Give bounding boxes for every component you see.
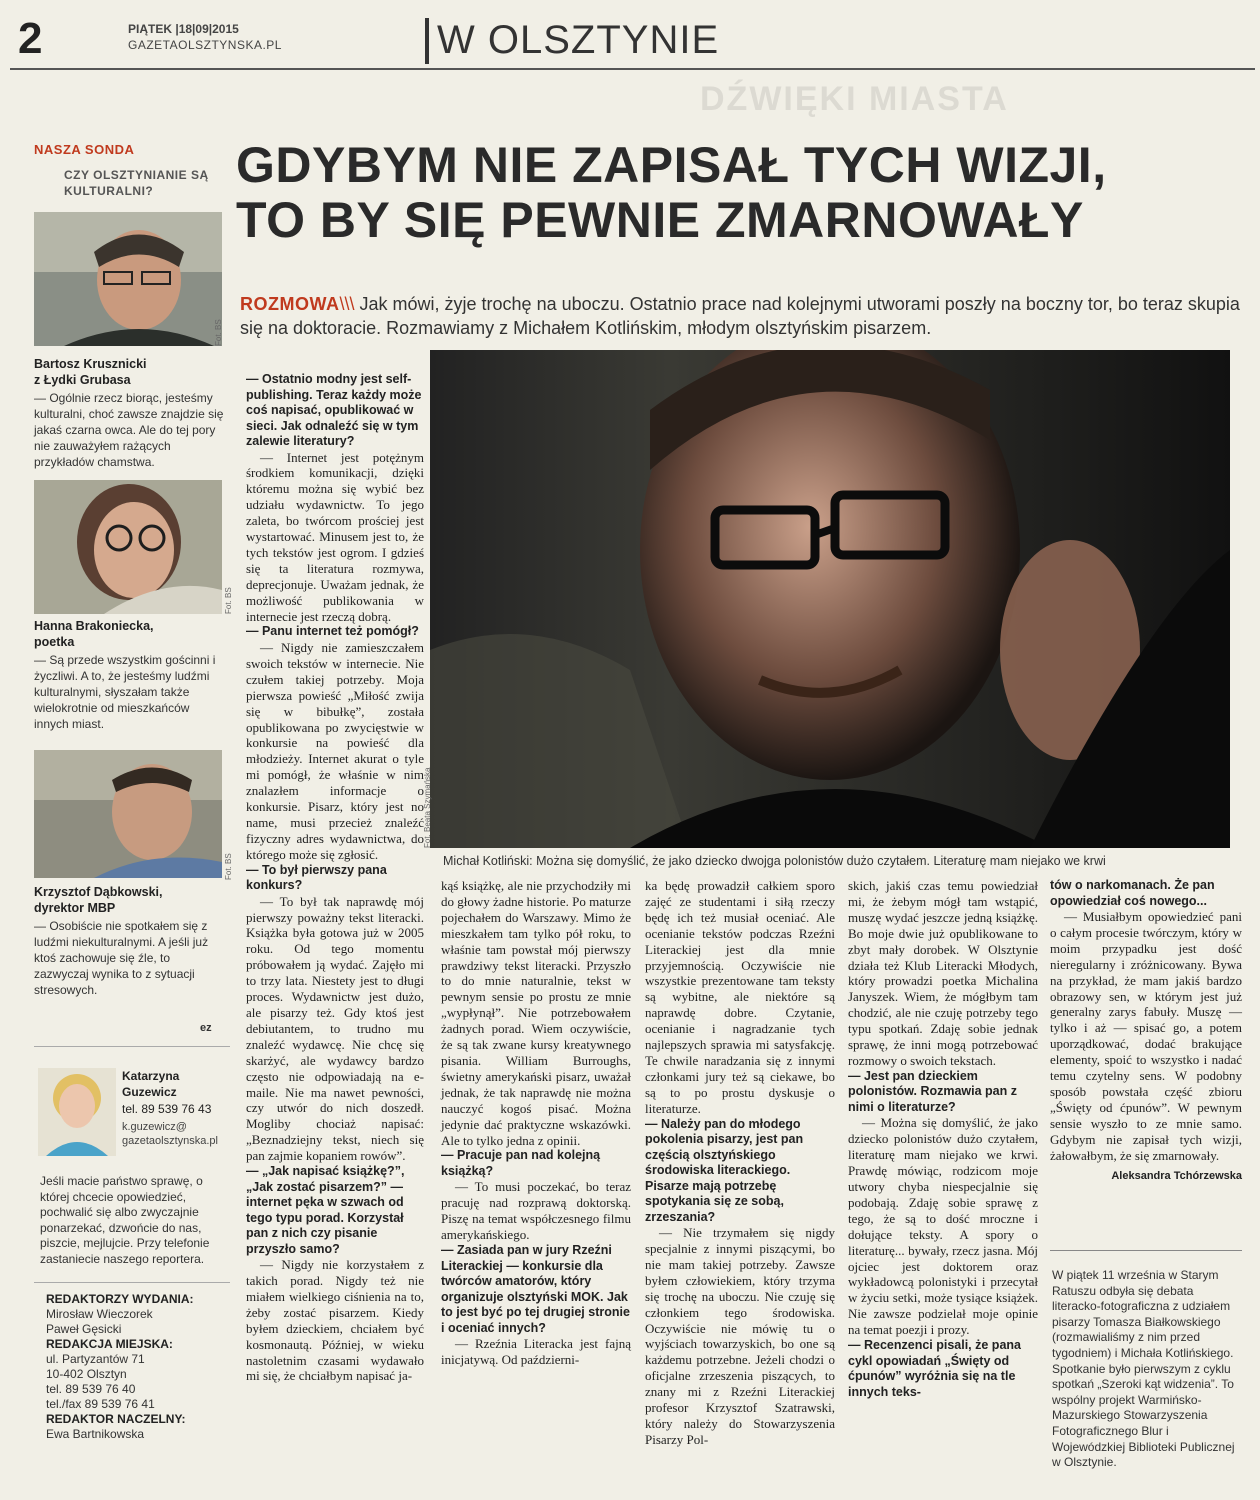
reporter-email	[122, 1120, 218, 1148]
photo-caption: Michał Kotliński: Można się domyślić, że jako dziecko dwojga polonistów dużo czytałem. Literaturę mam niejako we krwi	[443, 854, 1106, 868]
respondent-name-text: Krzysztof Dąbkowski,	[34, 885, 163, 899]
reporter-email-line1: k.guzewicz@	[122, 1121, 187, 1133]
main-photo-credit: Fot. Beata Szymańska	[423, 767, 432, 848]
interview-question: — Recenzenci pisali, że pana cykl opowiadań „Święty od ćpunów” wyróżnia się na tle innych teks-	[848, 1338, 1021, 1399]
headline-line-2: TO BY SIĘ PEWNIE ZMARNOWAŁY	[236, 192, 1084, 248]
poll-title: NASZA SONDA	[34, 142, 135, 157]
respondent-photo-3	[34, 750, 222, 878]
interview-question: — Pracuje pan nad kolejną książką?	[441, 1148, 601, 1178]
article-column-5	[1050, 878, 1242, 1182]
interview-answer: — Można się domyślić, że jako dziecko polonistów dużo czytałem, literaturę mam niejako we krwi. Prawdę mówiąc, rodzicom moje utwory chyba niespecjalnie się podobają. Zdaję sobie sprawę z tego, że są to dość mroczne i dołujące teksty. A spory o literaturę... bywały, rzecz jasna. Mój ojciec jest doktorem oraz wykładowcą polonistyki i przecytał w życiu setki, może tysiące książek. Nie zawsze podzielał moje opinie na temat poezji i prozy.	[848, 1115, 1038, 1338]
reporter-email-line2: gazetaolsztynska.pl	[122, 1135, 218, 1147]
header-separator	[425, 18, 429, 64]
respondent-photo-2	[34, 480, 222, 614]
respondent-photo-credit-3: Fot. BS	[224, 853, 233, 880]
respondent-role-text: poetka	[34, 635, 75, 649]
masthead-line: Paweł Gęsicki	[46, 1322, 122, 1336]
section-title: W OLSZTYNIE	[437, 18, 720, 62]
interview-question: — Zasiada pan w jury Rzeźni Literackiej — konkursie dla twórców amatorów, który organizuje olsztyński MOK. Jak to jest być po tej drugiej stronie i oceniać innych?	[441, 1243, 630, 1335]
poll-signature: ez	[200, 1022, 212, 1034]
respondent-name-3	[34, 884, 224, 916]
show-through-text: DŹWIĘKI MIASTA	[700, 80, 1009, 118]
poll-question: CZY OLSZTYNIANIE SĄ KULTURALNI?	[64, 168, 209, 198]
interview-question: — „Jak napisać książkę?”, „Jak zostać pisarzem?” — internet pęka w szwach od tego typu porad. Korzystał pan z nich czy pisanie przyszło samo?	[246, 1164, 405, 1256]
interview-question: tów o narkomanach. Że pan opowiedział coś nowego...	[1050, 878, 1215, 908]
header-rule	[10, 68, 1255, 70]
interview-answer: — To musi poczekać, bo teraz pracuję nad rozprawą doktorską. Piszę na temat współczesnego filmu amerykańskiego.	[441, 1179, 631, 1243]
site-url: GAZETAOLSZTYNSKA.PL	[128, 38, 282, 52]
interview-answer: — To był tak naprawdę mój pierwszy poważny tekst literacki. Książka była gotowa już w 2005 roku. Od tego momentu próbowałem ją wydać. Zajęło mi to trzy lata. Niestety jest to długi proces. Wydawnictw jest dużo, ale pisarzy też. Gdy ktoś jest debiutantem, to trudno mu znaleźć wydawcę. Nie chcę się skarżyć, ale wydawcy bardzo często nie odpowiadają na e-maile. Nie ma nawet pewności, czy utwór do nich doszedł. Mogliby chociaż napisać: „Beznadziejny tekst, niech się pan zajmie kopaniem rowów”.	[246, 893, 424, 1164]
page-number: 2	[18, 14, 43, 63]
interview-answer: skich, jakiś czas temu powiedział mi, że żebym mógł tam wstąpić, muszę wydać jeszcze jedną książkę. Bo moje dwie już opublikowane to zbyt mały dorobek. W Olsztynie działa też Klub Literacki Młodych, który prowadzi poetka Michalina Janyszek. Wiem, że mógłbym tam chodzić, ale nie czuję potrzeby tego typu spotkań. Zdaję sobie jednak sprawę, że inni mogą potrzebować rozmowy o swoich tekstach.	[848, 878, 1038, 1068]
respondent-name-text: Bartosz Krusznicki	[34, 357, 147, 371]
article-column-3	[645, 878, 835, 1448]
lead-kicker: ROZMOWA	[240, 294, 340, 314]
respondent-role-text: z Łydki Grubasa	[34, 373, 131, 387]
interview-question: — Należy pan do młodego pokolenia pisarzy, jest pan częścią olsztyńskiego środowiska literackiego. Pisarze mają potrzebę spotykania się ze sobą, zrzeszania?	[645, 1116, 804, 1224]
respondent-photo-1	[34, 212, 222, 346]
interview-question: — To był pierwszy pana konkurs?	[246, 862, 387, 893]
respondent-name-text: Hanna Brakoniecka,	[34, 619, 154, 633]
divider	[1050, 1250, 1242, 1251]
interview-answer: — Internet jest potężnym środkiem komunikacji, dzięki któremu można się wybić bez udziału wydawnictw. To jego zaleta, bo twórcom prościej jest wystartować. Minusem jest to, że tych tekstów jest ogrom. I gdzieś się ta literatura rozmywa, deprecjonuje. Uważam jednak, że możliwość publikowania w internecie jest rzeczą dobrą.	[246, 449, 424, 624]
masthead-heading: REDAKCJA MIEJSKA:	[46, 1337, 173, 1351]
interview-answer: — Musiałbym opowiedzieć pani o całym procesie twórczym, który w moim przypadku jest dość nieregularny i zróżnicowany. Bywa na przykład, że mam jakiś bardzo obrazowy sen, w którym jest już generalny zarys fabuły. Muszę — tylko i aż — spisać go, a potem uporządkować, dodać brakujące elementy, spoić to wszystko i nadać temu czytelny sens. W podobny sposób powstała część zbioru „Święty od ćpunów”. W pewnym sensie wyszło to ze mnie samo. Gdybym nie zapisał tych wizji, żałowałbym, że się zmarnowały.	[1050, 909, 1242, 1163]
issue-date: PIĄTEK |18|09|2015	[128, 22, 239, 36]
interview-question: — Ostatnio modny jest self-publishing. Teraz każdy może coś napisać, opublikować w sieci. Jak odnaleźć się w tym zalewie literatury?	[246, 372, 422, 448]
respondent-name-1	[34, 356, 224, 388]
masthead-line: tel./fax 89 539 76 41	[46, 1397, 155, 1411]
reporter-last-name: Guzewicz	[122, 1085, 177, 1099]
author-signature: Aleksandra Tchórzewska	[1111, 1169, 1242, 1182]
interview-answer: — Nigdy nie zamieszczałem swoich tekstów w internecie. Nie czułem takiej potrzeby. Moja pierwsza powieść „Miłość zwija się w bibułkę”, została opublikowana po zwycięstwie w konkursie na powieść dla młodzieży. Internet akurat o tyle mi pomógł, że właśnie w nim znalazłem informacje o konkursie. Pisarz, który jest no name, musi przecież znaleźć fizyczny adres wydawnictwa, do którego może się zgłosić.	[246, 639, 424, 862]
article-column-2	[441, 878, 631, 1368]
interview-question: — Panu internet też pomógł?	[246, 624, 419, 639]
reporter-blurb: Jeśli macie państwo sprawę, o której chcecie opowiedzieć, pochwalić się albo zwyczajnie ponarzekać, dzwońcie do nas, piszcie, mejlujcie. Przy telefonie zastaniecie naszego reportera.	[40, 1174, 210, 1266]
masthead-line: tel. 89 539 76 40	[46, 1382, 136, 1396]
divider	[34, 1046, 230, 1047]
article-lead	[240, 292, 1250, 340]
headline-line-1: GDYBYM NIE ZAPISAŁ TYCH WIZJI,	[236, 137, 1107, 193]
respondent-photo-credit-2: Fot. BS	[224, 587, 233, 614]
reporter-first-name: Katarzyna	[122, 1069, 180, 1083]
lead-separator: \\\	[339, 294, 355, 314]
interview-answer: kąś książkę, ale nie przychodziły mi do głowy żadne historie. Po maturze pojechałem do Warszawy. Mimo że mieszkałem tam tylko pół roku, to właśnie tam powstał mój pierwszy prawdziwy tekst literacki. Przyszło to do mnie naturalnie, tekst w pewnym sensie po prostu ze mnie „wypłynął”. Nie potrzebowałem żadnych porad. Wiem oczywiście, że są tak zwane kursy kreatywnego pisania. William Burroughs, świetny amerykański pisarz, uważał jednak, że tak naprawdę nie można nauczyć kogoś pisać. Można jedynie dać praktyczne wskazówki. Ale to tylko jedna z opinii.	[441, 878, 631, 1148]
reporter-photo	[38, 1068, 116, 1156]
divider	[34, 1282, 230, 1283]
masthead-heading: REDAKTOR NACZELNY:	[46, 1412, 186, 1426]
article-column-1	[246, 372, 424, 1384]
poll-box	[34, 142, 224, 199]
reporter-phone: tel. 89 539 76 43	[122, 1102, 212, 1116]
interview-question: — Jest pan dzieckiem polonistów. Rozmawia pan z nimi o literaturze?	[848, 1068, 1017, 1114]
interview-answer: — Nigdy nie korzystałem z takich porad. Nigdy też nie miałem wielkiego ciśnienia na to, żeby zostać pisarzem. Kiedy byłem dzieckiem, chciałem być kosmonautą. Później, w wieku nastoletnim czasami wydawało mi się, że chciałbym napisać ja-	[246, 1257, 424, 1384]
respondent-photo-credit-1: Fot. BS	[214, 319, 223, 346]
masthead	[46, 1292, 236, 1442]
respondent-answer-2: — Są przede wszystkim gościnni i życzliwi. A to, że jesteśmy ludźmi kulturalnymi, słyszałam także wielokrotnie od mieszkańców innych miast.	[34, 653, 216, 731]
masthead-heading: REDAKTORZY WYDANIA:	[46, 1292, 194, 1306]
respondent-name-2	[34, 618, 224, 650]
masthead-line: Ewa Bartnikowska	[46, 1427, 145, 1441]
masthead-line: ul. Partyzantów 71	[46, 1352, 145, 1366]
interview-answer: ka będę prowadził całkiem sporo zajęć ze studentami i siłą rzeczy będę ich też musiał oceniać. Ale ocenianie tekstów podczas Rzeźni Literackiej jest dla mnie przyjemnością. Oczywiście nie wszystkie prezentowane tam teksty są wybitne, ale niektóre są naprawdę dobre. Czytanie, ocenianie i nagradzanie tych najlepszych sprawia mi satysfakcję. Te chwile naradzania się z innymi członkami jury też są ciekawe, bo są to po prostu dyskusje o literaturze.	[645, 878, 835, 1116]
masthead-line: Mirosław Wieczorek	[46, 1307, 153, 1321]
reporter-name	[122, 1068, 232, 1100]
event-note: W piątek 11 września w Starym Ratuszu odbyła się debata literacko-fotograficzna z udziałem pisarzy Tomasza Białkowskiego (rozmawialiśmy z nim przed tygodniem) i Michała Kotlińskiego. Spotkanie było pierwszym z cyklu spotkań „Szeroki kąt widzenia”. To wspólny projekt Warmińsko-Mazurskiego Stowarzyszenia Fotograficznego Blur i Wojewódzkiej Biblioteki Publicznej w Olsztynie.	[1052, 1268, 1235, 1470]
lead-text: Jak mówi, żyje trochę na uboczu. Ostatnio prace nad kolejnymi utworami poszły na boczny tor, bo teraz skupia się na doktoracie. Rozmawiamy z Michałem Kotlińskim, młodym olsztyńskim pisarzem.	[240, 294, 1240, 338]
respondent-answer-1: — Ogólnie rzecz biorąc, jesteśmy kulturalni, choć zawsze znajdzie się jakaś czarna owca. Ale do tej pory nie zauważyłem rażących przykładów chamstwa.	[34, 391, 224, 469]
interview-answer: — Nie trzymałem się nigdy specjalnie z innymi piszącymi, bo nie mam takiej potrzeby. Zawsze byłem człowiekiem, który trzyma się trochę na uboczu. Nie czuję się członkiem tego środowiska. Oczywiście nie mówię tu o wyjściach towarzyskich, bo one są każdemu potrzebne. Jeżeli chodzi o oficjalne zrzeszenia piszących, to znany mi z Rzeźni Literackiej profesor Krzysztof Szatrawski, który należy do Stowarzyszenia Pisarzy Pol-	[645, 1225, 835, 1447]
masthead-line: 10-402 Olsztyn	[46, 1367, 127, 1381]
respondent-answer-3: — Osobiście nie spotkałem się z ludźmi niekulturalnymi. A jeśli już ktoś zachowuje się źle, to zazwyczaj wynika to z sytuacji stresowych.	[34, 919, 209, 997]
article-column-4	[848, 878, 1038, 1400]
article-headline	[236, 138, 1246, 248]
main-photo	[430, 350, 1230, 848]
interview-answer: — Rzeźnia Literacka jest fajną inicjatywą. Od październi-	[441, 1336, 631, 1367]
respondent-role-text: dyrektor MBP	[34, 901, 116, 915]
